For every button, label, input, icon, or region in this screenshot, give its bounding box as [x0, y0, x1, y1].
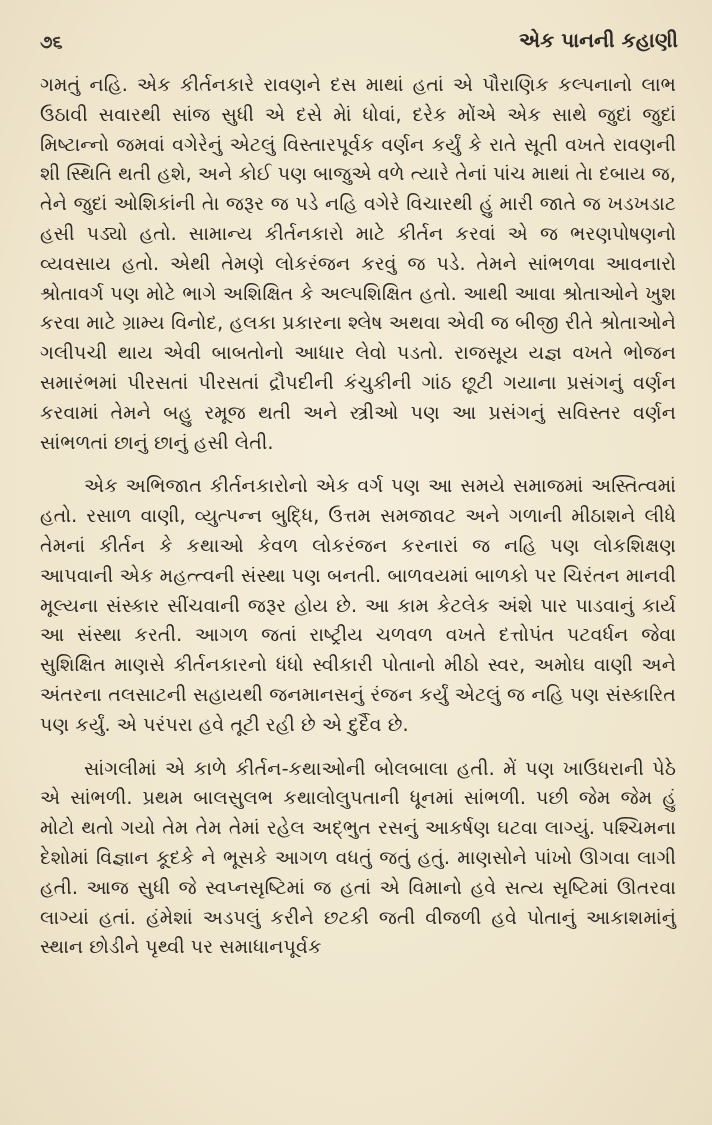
page-number: ૭૬: [40, 32, 63, 53]
running-title: એક પાનની કહાણી: [519, 28, 678, 52]
body-text: [40, 70, 676, 962]
paragraph-1: ગમતું નહિ. એક કીર્તનકારે રાવણને દસ માથાં હતાં એ પૌરાણિક કલ્પનાનો લાભ ઉઠાવી સવારથી સાંજ સુધી એ દસે મેાં ધોવાં, દરેક મોંએ એક સાથે જુદાં જુદાં મિષ્ટાન્નો જમવાં વગેરેનું એટલું વિસ્તારપૂર્વક વર્ણન કર્યું કે રાતે સૂતી વખતે રાવણની શી સ્થિતિ થતી હશે, અને કોઈ પણ બાજુએ વળે ત્યારે તેનાં પાંચ માથાં તેા દબાય જ, તેને જુદાં ઓશિકાંની તેા જરૂર જ પડે નહિ વગેરે વિચારથી હું મારી જાતે જ ખડખડાટ હસી પડ્યો હતો. સામાન્ય કીર્તનકારો માટે કીર્તન કરવાં એ જ ભરણપોષણનો વ્યવસાય હતો. એથી તેમણે લોકરંજન કરવું જ પડે. તેમને સાંભળવા આવનારો શ્રોતાવર્ગ પણ મોટે ભાગે અશિક્ષિત કે અલ્પશિક્ષિત હતો. આથી આવા શ્રોતાઓને ખુશ કરવા માટે ગ્રામ્ય વિનોદ, હલકા પ્રકારના શ્લેષ અથવા એવી જ બીજી રીતે શ્રોતાઓને ગલીપચી થાય એવી બાબતોનો આધાર લેવો પડતો. રાજસૂય યજ્ઞ વખતે ભોજન સમારંભમાં પીરસતાં પીરસતાં દ્રૌપદીની કંચુકીની ગાંઠ છૂટી ગયાના પ્રસંગનું વર્ણન કરવામાં તેમને બહુ રમૂજ થતી અને સ્ત્રીઓ પણ આ પ્રસંગનું સવિસ્તર વર્ણન સાંભળતાં છાનું છાનું હસી લેતી.: [40, 73, 676, 454]
paragraph-3: સાંગલીમાં એ કાળે કીર્તન-કથાઓની બોલબાલા હતી. મેં પણ ખાઉધરાની પેઠે એ સાંભળી. પ્રથમ બાલસુલભ કથાલોલુપતાની ધૂનમાં સાંભળી. પછી જેમ જેમ હું મોટો થતો ગયો તેમ તેમ તેમાં રહેલ અદ્ભુત રસનું આકર્ષણ ઘટવા લાગ્યું. પશ્ચિમના દેશોમાં વિજ્ઞાન કૂદકે ને ભૂસકે આગળ વધતું જતું હતું. માણસોને પાંખો ઊગવા લાગી હતી. આજ સુધી જે સ્વપ્નસૃષ્ટિમાં જ હતાં એ વિમાનો હવે સત્ય સૃષ્ટિમાં ઊતરવા લાગ્યાં હતાં. હંમેશાં અડપલું કરીને છટકી જતી વીજળી હવે પોતાનું આકાશમાંનું સ્થાન છોડીને પૃથ્વી પર સમાધાનપૂર્વક: [40, 756, 676, 959]
running-head: [40, 26, 678, 56]
paragraph-2: એક અભિજાત કીર્તનકારોનો એક વર્ગ પણ આ સમયે સમાજમાં અસ્તિત્વમાં હતો. રસાળ વાણી, વ્યુત્પન્ન બુદ્ધિ, ઉત્તમ સમજાવટ અને ગળાની મીઠાશને લીધે તેમનાં કીર્તન કે કથાઓ કેવળ લોકરંજન કરનારાં જ નહિ પણ લોકશિક્ષણ આપવાની એક મહત્ત્વની સંસ્થા પણ બનતી. બાળવયમાં બાળકો પર ચિરંતન માનવી મૂલ્યના સંસ્કાર સીંચવાની જરૂર હોય છે. આ કામ કેટલેક અંશે પાર પાડવાનું કાર્ય આ સંસ્થા કરતી. આગળ જતાં રાષ્ટ્રીય ચળવળ વખતે દત્તોપંત પટવર્ધન જેવા સુશિક્ષિત માણસે કીર્તનકારનો ધંધો સ્વીકારી પોતાનો મીઠો સ્વર, અમોઘ વાણી અને અંતરના તલસાટની સહાયથી જનમાનસનું રંજન કર્યું એટલું જ નહિ પણ સંસ્કારિત પણ કર્યું. એ પરંપરા હવે તૂટી રહી છે એ દુર્દૈવ છે.: [40, 474, 676, 736]
